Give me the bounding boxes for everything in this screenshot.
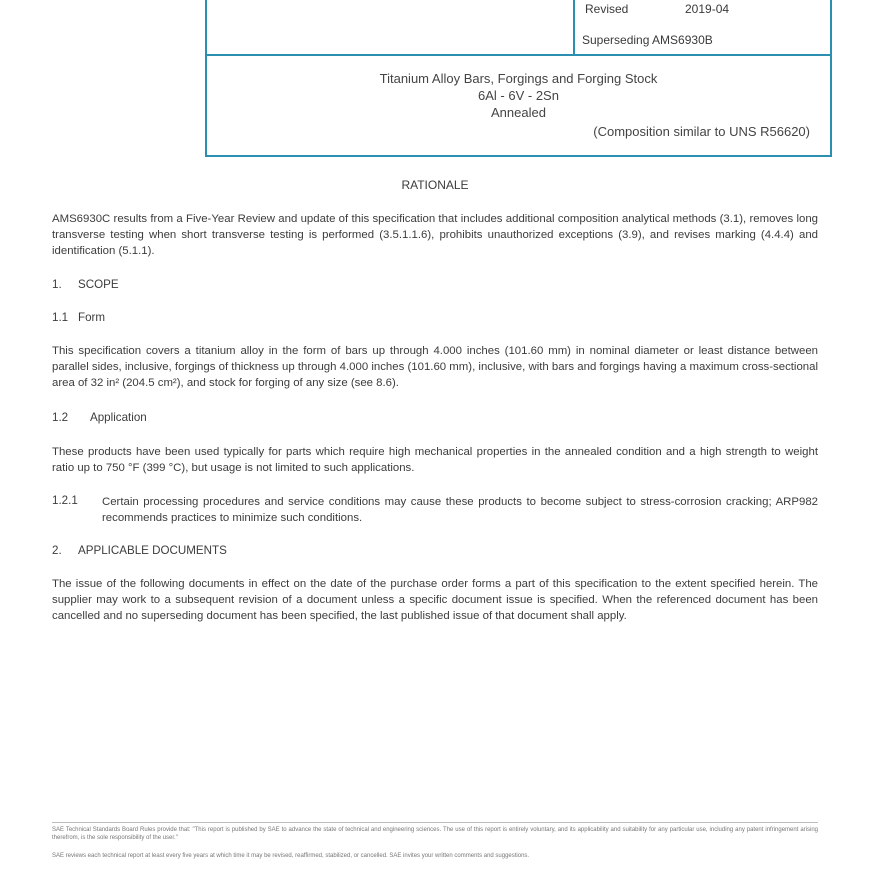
form-heading bbox=[52, 311, 105, 324]
form-heading-text: Form bbox=[78, 311, 106, 324]
form-text: This specification covers a titanium alloy in the form of bars up through 4.000 inches (101.60 mm) in nominal diameter or least distance between parallel sides, inclusive, forgings of thickness up through 4.000 inches (101.60 mm), inclusive, with bars and forgings having a maximum cross-sectional area of 32 in² (204.5 cm²), and stock for forging of any size (see 8.6). bbox=[52, 345, 818, 389]
scope-heading-text: SCOPE bbox=[78, 278, 119, 291]
revised-date: 2019-04 bbox=[685, 2, 730, 16]
scope-number: 1. bbox=[52, 278, 62, 291]
application-text: These products have been used typically for parts which require high mechanical properties in the annealed condition and a high strength to weight ratio up to 750 °F (399 °C), but usage is not limited to such applications. bbox=[52, 446, 818, 474]
composition-note: (Composition similar to UNS R56620) bbox=[593, 124, 810, 139]
application-heading-text: Application bbox=[90, 411, 147, 424]
document-header-box bbox=[205, 0, 832, 157]
title-line-3: Annealed bbox=[491, 105, 546, 120]
superseding-note: Superseding AMS6930B bbox=[582, 33, 713, 47]
application-number: 1.2 bbox=[52, 411, 69, 424]
subsection-number: 1.2.1 bbox=[52, 494, 78, 507]
title-line-1: Titanium Alloy Bars, Forgings and Forging Stock bbox=[379, 71, 658, 86]
rationale-text: AMS6930C results from a Five-Year Review and update of this specification that includes additional composition analytical methods (3.1), removes long transverse testing when short transverse testing is performed (3.5.1.1.6), prohibits unauthorized exceptions (3.9), and revises marking (4.4.4) and identification (5.1.1). bbox=[52, 213, 818, 257]
subsection-text: Certain processing procedures and service conditions may cause these products to become subject to stress-corrosion cracking; ARP982 recommends practices to minimize such conditions. bbox=[102, 496, 818, 524]
applicable-documents-number: 2. bbox=[52, 544, 62, 557]
application-heading bbox=[52, 411, 147, 424]
header-vertical-divider bbox=[573, 0, 575, 54]
document-title bbox=[207, 70, 830, 121]
footer-notice-2: SAE reviews each technical report at least every five years at which time it may be revised, reaffirmed, stabilized, or cancelled. SAE invites your written comments and suggestions. bbox=[52, 853, 530, 859]
revised-label: Revised bbox=[585, 2, 629, 16]
applicable-documents-heading-text: APPLICABLE DOCUMENTS bbox=[78, 544, 227, 557]
footer-divider bbox=[52, 822, 818, 823]
header-horizontal-divider bbox=[207, 54, 830, 56]
applicable-documents-text: The issue of the following documents in effect on the date of the purchase order forms a part of this specification to the extent specified herein. The supplier may work to a subsequent revision of a document unless a specific document issue is specified. When the referenced document has been cancelled and no superseding document has been specified, the last published issue of that document shall apply. bbox=[52, 578, 818, 622]
form-number: 1.1 bbox=[52, 311, 69, 324]
applicable-documents-heading bbox=[52, 544, 227, 557]
scope-heading bbox=[52, 278, 119, 291]
title-line-2: 6Al - 6V - 2Sn bbox=[478, 88, 559, 103]
rationale-heading: RATIONALE bbox=[401, 178, 469, 192]
footer-notice-1: SAE Technical Standards Board Rules provide that: "This report is published by SAE to advance the state of technical and engineering sciences. The use of this report is entirely voluntary, and its applicability and suitability for any particular use, including any patent infringement arising therefrom, is the sole responsibility of the user." bbox=[52, 827, 818, 841]
